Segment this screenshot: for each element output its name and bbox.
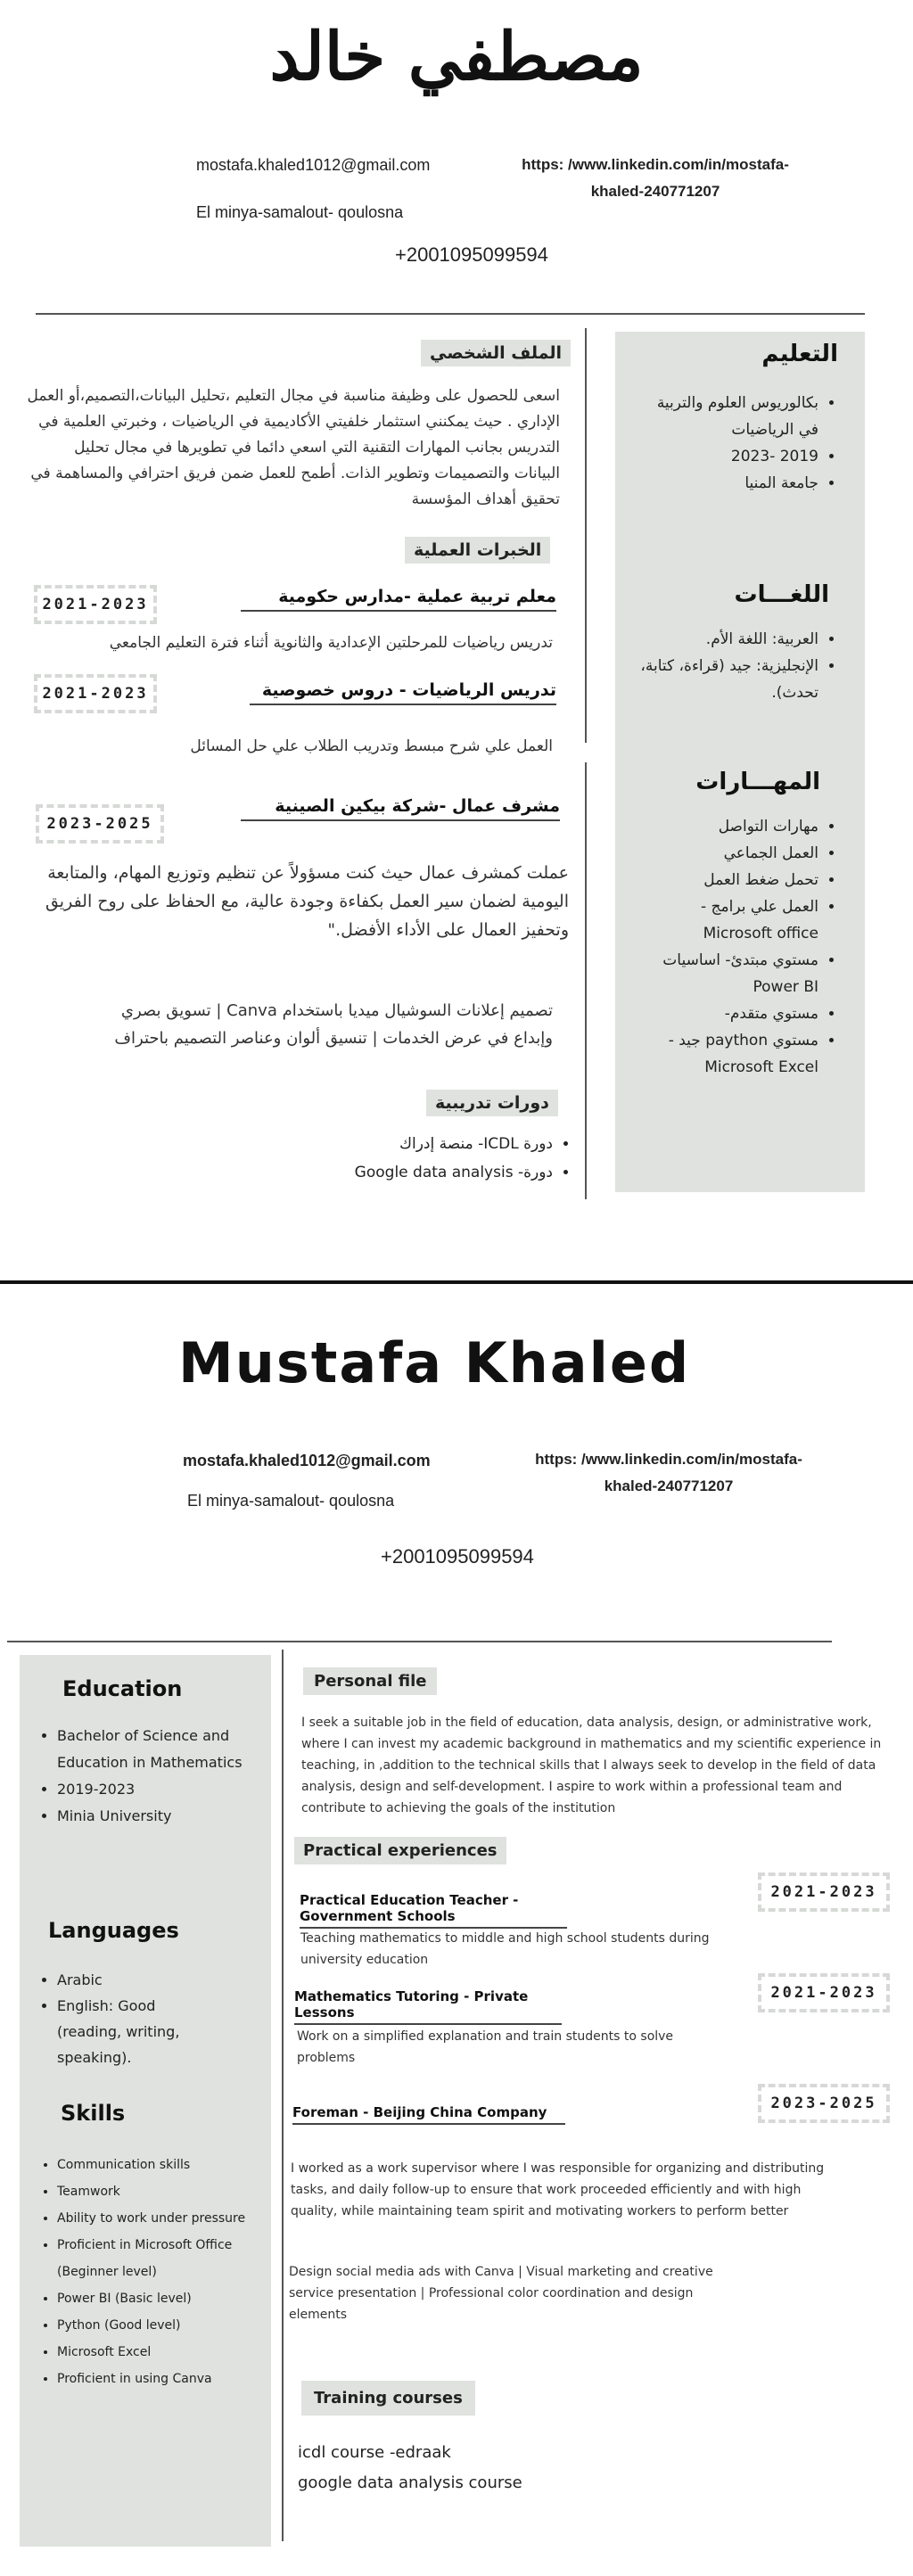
design-skills-text: تصميم إعلانات السوشيال ميديا باستخدام Canva | تسويق بصري وإبداع في عرض الخدمات | تنسيق ألوان وعناصر التصميم باحتراف xyxy=(114,1001,553,1048)
skills-list xyxy=(37,2152,262,2392)
education-item: • Minia University xyxy=(57,1803,262,1830)
course-item: • دورة- Google data analysis xyxy=(321,1158,553,1187)
job-date-badge: 2021-2023 xyxy=(758,1872,890,1912)
skill-item: • Python (Good level) xyxy=(57,2312,262,2339)
education-item: • 2019 -2023 xyxy=(640,443,818,470)
skill-item: • مهارات التواصل xyxy=(631,813,818,840)
skills-title: المهـــارات xyxy=(695,769,820,795)
skill-item: • مستوي مبتدئ- اساسيات Power BI xyxy=(631,947,818,1000)
job-date-badge: 2021-2023 xyxy=(758,1973,890,2012)
experience-heading: Practical experiences xyxy=(294,1837,506,1864)
profile-text: I seek a suitable job in the field of education, data analysis, design, or administrative work, where I can invest my academic background in mathematics and my scientific experience in teaching, in ,addition to the technical skills that I always seek to develop in the field of data analysis, design and self-development. I aspire to work within a professional team and contribute to achieving the goals of the institution xyxy=(301,1716,882,1815)
language-item: • الإنجليزية: جيد (قراءة، كتابة، تحدث). xyxy=(622,653,818,706)
profile-heading: Personal file xyxy=(303,1667,437,1695)
location-text: El minya-samalout- qoulosna xyxy=(196,203,404,221)
job-date-badge: 2021-2023 xyxy=(34,674,157,713)
language-item: • العربية: اللغة الأم. xyxy=(622,626,818,653)
job-desc-2: Work on a simplified explanation and train students to solve problems xyxy=(297,2029,674,2065)
english-cv-page xyxy=(0,1284,913,2576)
email-text: mostafa.khaled1012@gmail.com xyxy=(196,156,431,174)
job-title-3: مشرف عمال -شركة بيكين الصينية xyxy=(241,796,560,821)
language-item: • Arabic xyxy=(57,1967,209,1993)
skill-item: • Power BI (Basic level) xyxy=(57,2285,262,2312)
job-title-2: Mathematics Tutoring - Private Lessons xyxy=(294,1988,562,2025)
education-item: • بكالوريوس العلوم والتربية في الرياضيات xyxy=(640,390,818,443)
course-item: • دورة ICDL- منصة إدراك xyxy=(321,1130,553,1158)
education-list xyxy=(640,390,838,497)
job-desc-2: العمل علي شرح مبسط وتدريب الطلاب علي حل المسائل xyxy=(190,737,553,755)
skill-item: • Proficient in Microsoft Office (Beginner level) xyxy=(57,2232,262,2285)
linkedin-line-1[interactable]: https: /www.linkedin.com/in/mostafa- xyxy=(535,1451,802,1468)
job-date-badge: 2021-2023 xyxy=(34,585,157,624)
job-date-badge: 2023-2025 xyxy=(36,804,164,844)
job-title-1: Practical Education Teacher - Government Schools xyxy=(300,1892,567,1929)
skill-item: • تحمل ضغط العمل xyxy=(631,867,818,893)
sidebar xyxy=(20,1655,271,2547)
linkedin-line-2[interactable]: khaled-240771207 xyxy=(604,1477,734,1494)
job-desc-1: تدريس رياضيات للمرحلتين الإعدادية والثانوية أثناء فترة التعليم الجامعي xyxy=(109,634,553,652)
skill-item: • مستوي متقدم- xyxy=(631,1000,818,1027)
job-desc-3: عملت كمشرف عمال حيث كنت مسؤولاً عن تنظيم وتوزيع المهام، والمتابعة اليومية لضمان سير العمل بكفاءة وجودة عالية، مع الحفاظ على روح الفريق وتحفيز العمال على الأداء الأفضل." xyxy=(45,863,569,940)
phone-text: +2001095099594 xyxy=(395,243,548,266)
education-item: • جامعة المنيا xyxy=(640,470,818,497)
column-divider-top xyxy=(585,328,587,743)
courses-heading: Training courses xyxy=(301,2381,475,2416)
skill-item: • Communication skills xyxy=(57,2152,262,2178)
location-text: El minya-samalout- qoulosna xyxy=(187,1492,395,1510)
skill-item: • Ability to work under pressure xyxy=(57,2205,262,2232)
skills-list xyxy=(631,813,838,1081)
course-item: icdl course -edraak xyxy=(298,2443,451,2462)
courses-list xyxy=(298,2438,654,2498)
cv-name-arabic: مصطفي خالد xyxy=(269,19,644,95)
experience-heading: الخبرات العملية xyxy=(405,537,550,564)
education-title: Education xyxy=(62,1676,183,1701)
linkedin-line-1[interactable]: https: /www.linkedin.com/in/mostafa- xyxy=(522,156,789,173)
job-title-1: معلم تربية عملية -مدارس حكومية xyxy=(241,587,556,612)
languages-title: اللغـــات xyxy=(734,581,829,608)
languages-list xyxy=(37,1967,209,2070)
phone-text: +2001095099594 xyxy=(381,1545,534,1568)
arabic-cv-page xyxy=(0,0,913,1284)
skill-item: • Microsoft Excel xyxy=(57,2339,262,2366)
languages-list xyxy=(622,626,838,706)
languages-title: Languages xyxy=(48,1918,179,1943)
job-title-3: Foreman - Beijing China Company xyxy=(292,2104,565,2125)
skill-item: • مستوي paython جيد - Microsoft Excel xyxy=(631,1027,818,1081)
linkedin-link[interactable] xyxy=(517,1446,820,1500)
skill-item: • Teamwork xyxy=(57,2178,262,2205)
column-divider-bottom xyxy=(585,762,587,1199)
courses-list xyxy=(321,1130,572,1187)
education-item: • Bachelor of Science and Education in Mathematics xyxy=(57,1723,262,1776)
job-date-badge: 2023-2025 xyxy=(758,2084,890,2123)
header-divider xyxy=(7,1641,832,1642)
email-text: mostafa.khaled1012@gmail.com xyxy=(183,1452,431,1469)
linkedin-link[interactable] xyxy=(504,152,807,205)
job-desc-3: I worked as a work supervisor where I was responsible for organizing and distributing tasks, and daily follow-up to ensure that work proceeded efficiently and with high quality, while maintaining team spirit and motivating workers to perform better xyxy=(291,2161,825,2218)
profile-text: اسعى للحصول على وظيفة مناسبة في مجال التعليم ،تحليل البيانات،التصميم،أو العمل الإداري . حيث يمكنني استثمار خلفيتي الأكاديمية في الرياضيات ، وخبرتي العلمية في التدريس بجانب المهارات التقنية التي اسعي دائما في تطويرها في مجال تحليل البيانات والتصميمات وتطوير الذات. أطمح للعمل ضمن فريق احترافي والمساهمة في تحقيق أهداف المؤسسة xyxy=(27,387,560,508)
column-divider xyxy=(282,1650,284,2541)
cv-name-english: Mustafa Khaled xyxy=(178,1330,691,1395)
courses-heading: دورات تدريبية xyxy=(426,1090,558,1116)
sidebar xyxy=(615,332,865,1192)
skill-item: • Proficient in using Canva xyxy=(57,2366,262,2392)
job-desc-1: Teaching mathematics to middle and high school students during university education xyxy=(300,1931,710,1967)
course-item: google data analysis course xyxy=(298,2473,522,2492)
design-skills-text: Design social media ads with Canva | Visual marketing and creative service presentation | Professional color coordination and design elements xyxy=(289,2265,713,2322)
linkedin-line-2[interactable]: khaled-240771207 xyxy=(590,183,720,200)
skills-title: Skills xyxy=(61,2101,126,2126)
education-item: • 2019-2023 xyxy=(57,1776,262,1803)
job-title-2: تدريس الرياضيات - دروس خصوصية xyxy=(250,680,556,705)
education-title: التعليم xyxy=(761,341,838,367)
header-divider xyxy=(36,313,865,315)
skill-item: • العمل الجماعي xyxy=(631,840,818,867)
education-list xyxy=(37,1723,262,1830)
language-item: • English: Good (reading, writing, speaking). xyxy=(57,1993,209,2070)
profile-heading: الملف الشخصي xyxy=(421,340,571,366)
skill-item: • العمل علي برامج - Microsoft office xyxy=(631,893,818,947)
